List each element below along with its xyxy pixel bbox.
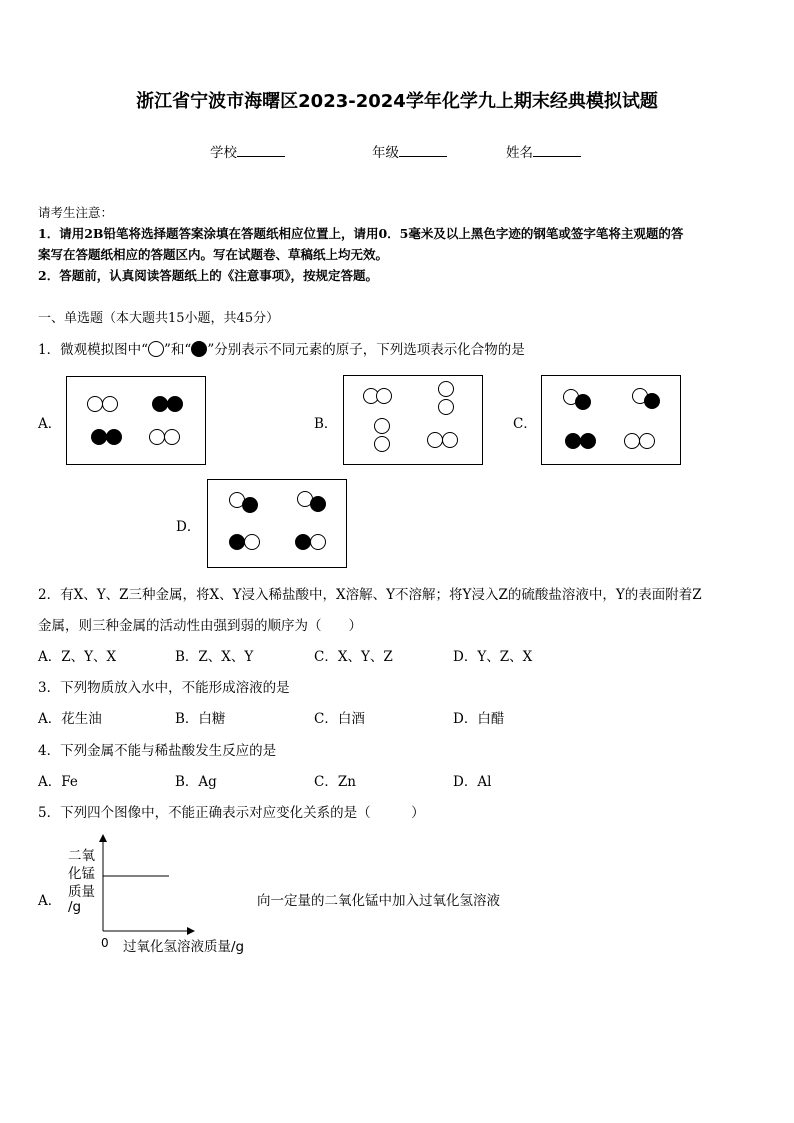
question-2-stem: 金属，则三种金属的活动性由强到弱的顺序为（ ） [38, 618, 362, 634]
name-field [506, 141, 581, 161]
grade-field [372, 141, 447, 161]
q1-prefix: 1．微观模拟图中“ [38, 342, 148, 358]
black-atom-icon [295, 534, 311, 550]
white-atom-icon [87, 396, 103, 412]
x-axis-arrow-icon [187, 927, 195, 935]
black-atom-icon [644, 393, 660, 409]
graph-xlabel: 过氧化氢溶液质量/g [123, 939, 245, 955]
name-label: 姓名 [506, 145, 533, 161]
black-atom-icon [167, 396, 183, 412]
white-atom-icon [102, 396, 118, 412]
q4-option-d: D．Al [453, 774, 492, 790]
q1-mid: ”和“ [164, 342, 192, 358]
q5-option-a-graph [95, 834, 200, 939]
white-atom-icon [624, 433, 640, 449]
y-axis-arrow-icon [99, 834, 107, 842]
black-atom-icon [565, 433, 581, 449]
black-atom-icon [152, 396, 168, 412]
notice-item: 2．答题前，认真阅读答题纸上的《注意事项》，按规定答题。 [38, 268, 378, 283]
black-atom-icon [106, 429, 122, 445]
question-5-stem: 5．下列四个图像中，不能正确表示对应变化关系的是（ ） [38, 805, 425, 821]
q2-option-c: C．X、Y、Z [314, 649, 393, 665]
white-atom-icon [148, 341, 164, 357]
notice-heading: 请考生注意： [38, 205, 114, 220]
black-atom-icon [242, 497, 258, 513]
white-atom-icon [374, 436, 390, 452]
q3-option-b: B．白糖 [175, 711, 226, 727]
q1-option-a-label: A． [38, 416, 62, 432]
q5-option-a-description: 向一定量的二氧化锰中加入过氧化氢溶液 [257, 893, 500, 909]
black-atom-icon [575, 394, 591, 410]
question-2-stem: 2．有X、Y、Z三种金属，将X、Y浸入稀盐酸中，X溶解、Y不溶解；将Y浸入Z的硫酸盐溶液中，Y的表面附着Z [38, 587, 702, 603]
graph-ylabel: 化锰 [68, 866, 95, 882]
white-atom-icon [376, 388, 392, 404]
white-atom-icon [244, 534, 260, 550]
q1-option-a-diagram [66, 376, 206, 465]
school-label: 学校 [210, 145, 237, 161]
white-atom-icon [639, 433, 655, 449]
q4-option-b: B．Ag [175, 774, 217, 790]
black-atom-icon [229, 534, 245, 550]
black-atom-icon [91, 429, 107, 445]
page-title: 浙江省宁波市海曙区2023-2024学年化学九上期末经典模拟试题 [136, 91, 658, 112]
q4-option-a: A．Fe [38, 774, 78, 790]
q2-option-a: A．Z、Y、X [38, 649, 117, 665]
white-atom-icon [442, 432, 458, 448]
name-blank [533, 144, 581, 157]
graph-ylabel: 质量 [68, 884, 95, 900]
q5-option-a-label: A． [38, 893, 62, 909]
q3-option-a: A．花生油 [38, 711, 102, 727]
q1-option-b-label: B． [314, 416, 338, 432]
q1-suffix: ”分别表示不同元素的原子，下列选项表示化合物的是 [207, 342, 525, 358]
q2-option-b: B．Z、X、Y [175, 649, 254, 665]
q1-option-d-diagram [207, 479, 347, 568]
graph-origin-label: 0 [101, 936, 109, 950]
q2-option-d: D．Y、Z、X [453, 649, 533, 665]
question-1-stem [38, 338, 525, 358]
white-atom-icon [427, 432, 443, 448]
q1-option-b-diagram [343, 375, 483, 465]
graph-ylabel: /g [68, 899, 82, 915]
q1-option-c-label: C． [513, 416, 537, 432]
question-4-stem: 4．下列金属不能与稀盐酸发生反应的是 [38, 743, 277, 759]
white-atom-icon [374, 418, 390, 434]
notice-item: 案写在答题纸相应的答题区内。写在试题卷、草稿纸上均无效。 [38, 247, 389, 262]
white-atom-icon [438, 381, 454, 397]
q4-option-c: C．Zn [314, 774, 356, 790]
black-atom-icon [580, 433, 596, 449]
white-atom-icon [149, 429, 165, 445]
black-atom-icon [310, 496, 326, 512]
grade-label: 年级 [372, 145, 399, 161]
q3-option-c: C．白酒 [314, 711, 365, 727]
q1-option-d-label: D． [176, 519, 201, 535]
q3-option-d: D．白醋 [453, 711, 505, 727]
q1-option-c-diagram [541, 375, 681, 465]
white-atom-icon [310, 534, 326, 550]
graph-ylabel: 二氧 [68, 848, 95, 864]
grade-blank [399, 144, 447, 157]
school-field [210, 141, 285, 161]
section-heading: 一、单选题（本大题共15小题，共45分） [38, 311, 280, 326]
black-atom-icon [191, 341, 207, 357]
notice-item: 1．请用2B铅笔将选择题答案涂填在答题纸相应位置上，请用0．5毫米及以上黑色字迹的钢笔或签字笔将主观题的答 [38, 226, 684, 241]
white-atom-icon [438, 399, 454, 415]
white-atom-icon [164, 429, 180, 445]
question-3-stem: 3．下列物质放入水中，不能形成溶液的是 [38, 680, 290, 696]
school-blank [237, 144, 285, 157]
